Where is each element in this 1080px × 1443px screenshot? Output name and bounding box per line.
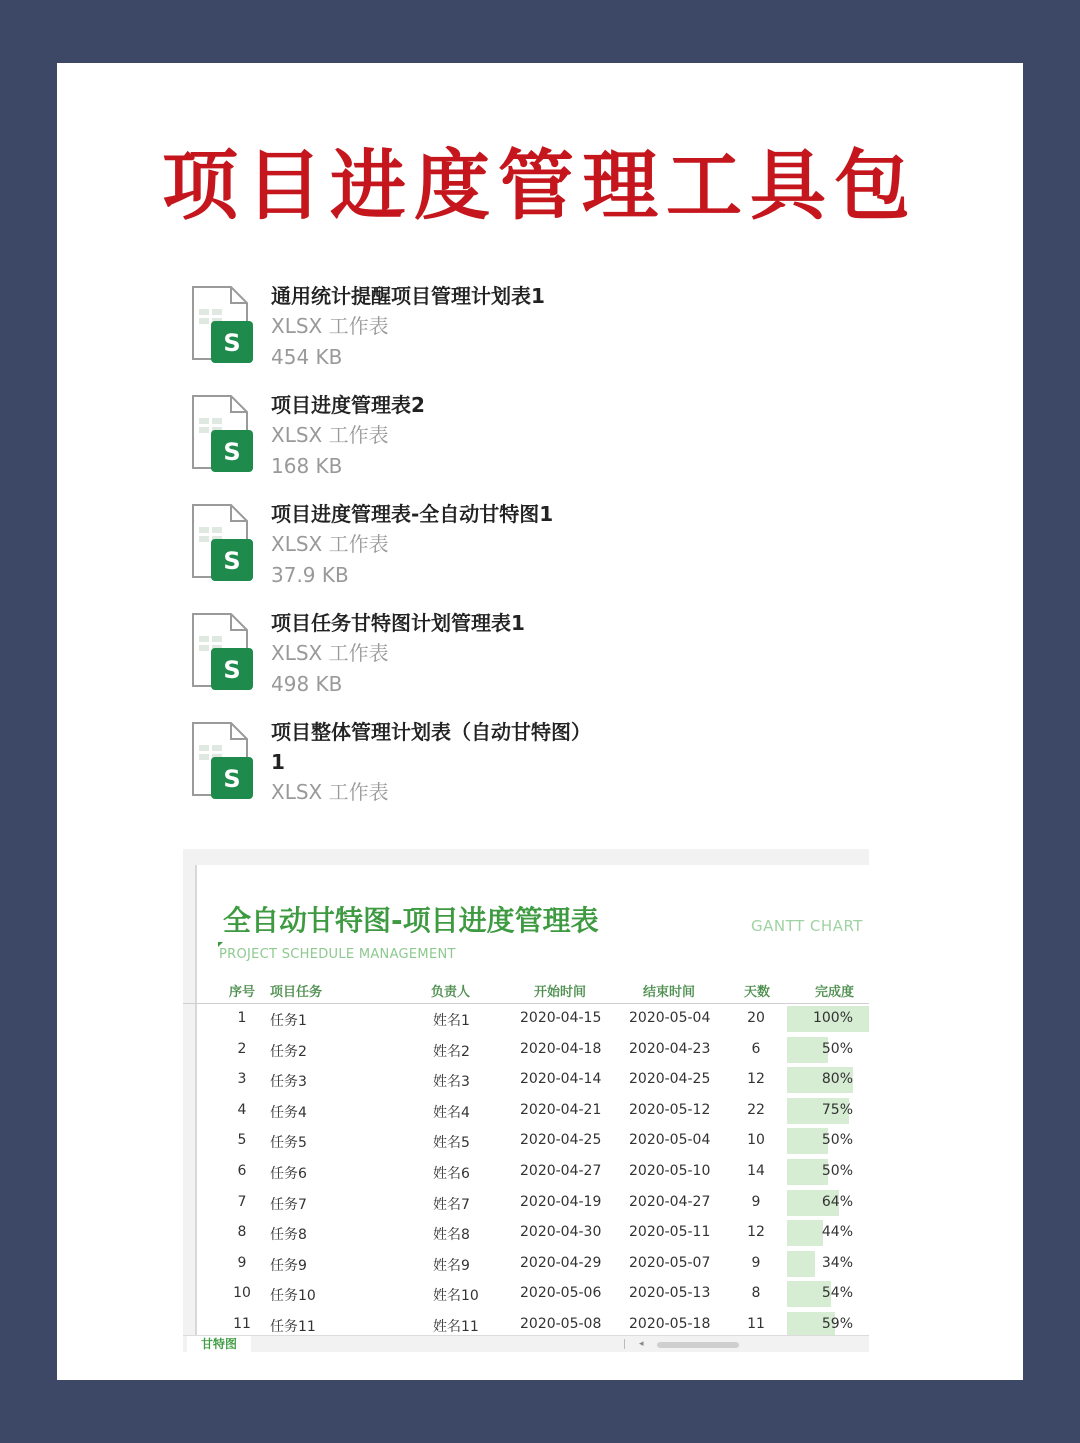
cell-seq: 9 [237,1254,247,1271]
cell-end: 2020-05-18 [629,1315,711,1332]
cell-seq: 2 [237,1040,247,1057]
header-days: 天数 [744,985,771,1000]
cell-start: 2020-04-21 [520,1101,602,1118]
cell-owner: 姓名9 [433,1257,470,1274]
cell-seq: 4 [237,1101,247,1118]
progress-cell [787,1098,869,1124]
cell-days: 8 [751,1285,761,1302]
gantt-chart-tag: GANTT CHART [751,917,863,935]
cell-task: 任务11 [270,1318,316,1335]
horizontal-scrollbar[interactable] [657,1342,739,1348]
progress-label: 50% [821,1132,853,1149]
file-item[interactable] [185,390,705,499]
cell-start: 2020-04-15 [520,1010,602,1026]
progress-cell [787,1128,869,1154]
table-row[interactable] [183,1249,869,1280]
card [57,63,1023,1380]
cell-task: 任务8 [270,1227,307,1244]
progress-label: 59% [821,1315,853,1332]
table-row[interactable] [183,1035,869,1066]
sheet-subtitle: PROJECT SCHEDULE MANAGEMENT [219,947,456,962]
spreadsheet-preview [183,849,869,1352]
file-type: XLSX 工作表 [271,641,389,665]
cell-days: 12 [747,1071,765,1088]
file-item[interactable] [185,499,705,608]
file-name: 项目进度管理表2 [271,393,425,417]
table-row[interactable] [183,1279,869,1310]
sheet-tab-bar [183,1335,869,1352]
cell-days: 6 [751,1040,761,1057]
progress-bar [787,1220,823,1246]
progress-label: 44% [821,1224,853,1241]
cell-owner: 姓名10 [433,1288,479,1305]
cell-start: 2020-04-19 [520,1193,602,1210]
cell-seq: 11 [233,1315,251,1332]
file-type: XLSX 工作表 [271,780,389,804]
table-row[interactable] [183,1218,869,1249]
progress-bar [787,1251,815,1277]
file-name: 项目进度管理表-全自动甘特图1 [271,502,554,526]
cell-task: 任务7 [270,1196,307,1213]
cell-owner: 姓名6 [433,1165,470,1182]
file-size: 37.9 KB [271,563,349,587]
xlsx-file-icon [187,721,255,801]
cell-owner: 姓名5 [433,1135,470,1152]
table-header [183,975,869,1004]
file-info [271,717,591,808]
cell-owner: 姓名4 [433,1104,470,1121]
sheet-title: 全自动甘特图-项目进度管理表 [223,904,599,937]
cell-end: 2020-05-12 [629,1101,711,1118]
cell-seq: 5 [237,1132,247,1149]
cell-owner: 姓名8 [433,1227,470,1244]
cell-end: 2020-05-11 [629,1224,711,1241]
file-info [271,281,591,373]
page-title: 项目进度管理工具包 [162,141,918,230]
cell-start: 2020-04-14 [520,1071,602,1088]
progress-label: 100% [812,1010,853,1026]
cell-start: 2020-04-18 [520,1040,602,1057]
cell-seq: 3 [237,1071,247,1088]
cell-owner: 姓名2 [433,1043,470,1060]
file-icon-letter: S [223,656,241,684]
cell-owner: 姓名7 [433,1196,470,1213]
progress-cell [787,1159,869,1185]
progress-cell [787,1190,869,1216]
progress-label: 80% [821,1071,853,1088]
progress-label: 34% [821,1254,853,1271]
file-item[interactable] [185,281,705,390]
progress-cell [787,1067,869,1093]
table-body [183,1004,869,1341]
cell-days: 9 [751,1193,761,1210]
cell-days: 9 [751,1254,761,1271]
progress-cell [787,1251,869,1277]
cell-days: 22 [747,1101,765,1118]
progress-cell [787,1220,869,1246]
cell-days: 10 [747,1132,765,1149]
file-type: XLSX 工作表 [271,532,389,556]
file-size: 498 KB [271,672,343,696]
file-list [185,281,705,847]
cell-task: 任务6 [270,1165,307,1182]
cell-days: 20 [747,1010,765,1026]
file-size: 454 KB [271,345,343,369]
file-icon-letter: S [223,329,241,357]
file-icon-letter: S [223,547,241,575]
file-type: XLSX 工作表 [271,423,389,447]
cell-end: 2020-04-27 [629,1193,711,1210]
scroll-separator [624,1339,625,1349]
table-row[interactable] [183,1188,869,1219]
progress-label: 50% [821,1162,853,1179]
file-type: XLSX 工作表 [271,314,389,338]
xlsx-file-icon [187,503,255,583]
header-end: 结束时间 [643,985,696,1000]
file-name: 通用统计提醒项目管理计划表1 [271,284,545,308]
table-row[interactable] [183,1126,869,1157]
cell-seq: 6 [237,1162,247,1179]
xlsx-file-icon [187,612,255,692]
table-row[interactable] [183,1004,869,1035]
file-info [271,390,591,482]
progress-cell [787,1037,869,1063]
cell-start: 2020-04-27 [520,1162,602,1179]
table-row[interactable] [183,1157,869,1188]
cell-start: 2020-04-25 [520,1132,602,1149]
progress-label: 50% [821,1040,853,1057]
cell-task: 任务5 [270,1135,307,1152]
file-name: 项目任务甘特图计划管理表1 [271,611,525,635]
cell-end: 2020-05-10 [629,1162,711,1179]
cell-start: 2020-04-29 [520,1254,602,1271]
xlsx-file-icon [187,285,255,365]
cell-end: 2020-05-13 [629,1285,711,1302]
cell-task: 任务10 [270,1288,316,1305]
header-owner: 负责人 [431,985,471,1000]
cell-owner: 姓名11 [433,1318,479,1335]
file-item[interactable] [185,608,705,717]
cell-seq: 10 [233,1285,251,1302]
cell-task: 任务4 [270,1104,307,1121]
progress-cell [787,1281,869,1307]
cell-task: 任务2 [270,1043,307,1060]
progress-label: 64% [821,1193,853,1210]
cell-days: 14 [747,1162,765,1179]
cell-start: 2020-05-06 [520,1285,602,1302]
cell-owner: 姓名1 [433,1013,470,1029]
header-task: 项目任务 [270,985,323,1000]
sheet-toolbar [183,849,869,865]
cell-seq: 8 [237,1224,247,1241]
cell-owner: 姓名3 [433,1074,470,1091]
progress-label: 75% [821,1101,853,1118]
scroll-left-icon[interactable]: ◂ [639,1339,644,1349]
cell-days: 12 [747,1224,765,1241]
sheet-tab-gantt[interactable]: 甘特图 [187,1336,251,1352]
progress-cell [787,1006,869,1032]
xlsx-file-icon [187,394,255,474]
file-size: 168 KB [271,454,343,478]
cell-task: 任务9 [270,1257,307,1274]
cell-task: 任务3 [270,1074,307,1091]
cell-end: 2020-05-04 [629,1010,711,1026]
file-icon-letter: S [223,438,241,466]
cell-task: 任务1 [270,1013,307,1029]
cell-days: 11 [747,1315,765,1332]
cell-seq: 1 [237,1010,247,1026]
cell-end: 2020-05-07 [629,1254,711,1271]
file-name: 项目整体管理计划表（自动甘特图）1 [271,720,591,774]
header-progress: 完成度 [815,985,855,1000]
header-start: 开始时间 [534,985,587,1000]
cell-start: 2020-05-08 [520,1315,602,1332]
file-info [271,608,591,700]
cell-end: 2020-05-04 [629,1132,711,1149]
table-row[interactable] [183,1096,869,1127]
progress-label: 54% [821,1285,853,1302]
file-item[interactable] [185,717,705,847]
table-row[interactable] [183,1065,869,1096]
file-info [271,499,591,591]
cell-seq: 7 [237,1193,247,1210]
file-icon-letter: S [223,765,241,793]
cell-start: 2020-04-30 [520,1224,602,1241]
cell-end: 2020-04-25 [629,1071,711,1088]
cell-end: 2020-04-23 [629,1040,711,1057]
header-seq: 序号 [229,985,256,1000]
